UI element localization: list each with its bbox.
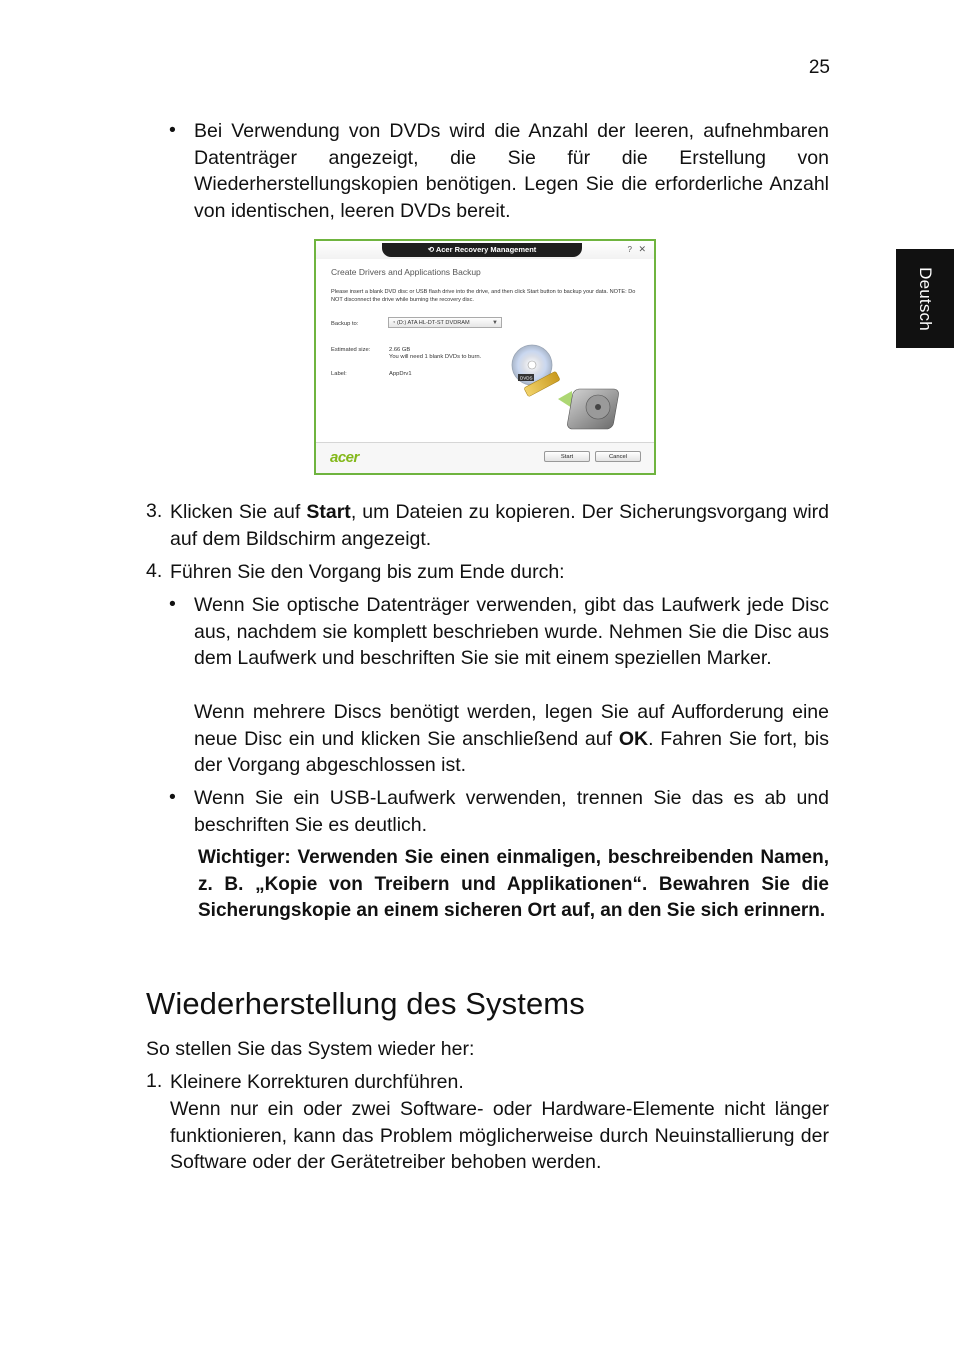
acer-logo: acer [330, 449, 359, 466]
step-number: 3. [146, 500, 163, 522]
intro-bullet-text: Bei Verwendung von DVDs wird die Anzahl der leeren, aufnehmbaren Datenträger angezeigt, die Sie für die Erstellung von Wiederherstellungskopien benötigen. Legen Sie die erforderliche Anzahl von identischen, leeren DVDs bereit. [194, 120, 829, 223]
step-number: 1. [146, 1070, 163, 1092]
close-icon[interactable]: ✕ [638, 244, 646, 254]
step3-bold: Start [306, 501, 351, 523]
chevron-down-icon: ▼ [492, 320, 498, 326]
dialog-title [382, 243, 582, 257]
label-label: Label: [331, 371, 347, 377]
help-icon[interactable]: ? [627, 245, 632, 254]
start-button[interactable]: Start [544, 451, 590, 462]
dialog-heading: Create Drivers and Applications Backup [331, 267, 481, 277]
recovery-icon: ⟲ [427, 245, 436, 254]
estimated-size-label: Estimated size: [331, 347, 371, 353]
bullet-marker: • [169, 593, 176, 615]
step4-text: Führen Sie den Vorgang bis zum Ende durch: [170, 561, 565, 583]
estimated-size-value: 2.66 GB [389, 347, 411, 353]
backup-drive-value: (D:) ATA HL-DT-ST DVDRAM [396, 320, 470, 326]
important-note: Wichtiger: Verwenden Sie einen einmaligen, beschreibenden Namen, z. B. „Kopie von Treibern und Applikationen“. Bewahren Sie die Sicherungskopie an einem sicheren Ort auf, an den Sie sich erinnern. [198, 847, 829, 921]
optical-text2-before: Wenn mehrere Discs benötigt werden, legen Sie auf Aufforderung eine neue Disc ein und klicken Sie anschließend auf [194, 701, 829, 750]
recovery-dialog-screenshot [314, 239, 656, 475]
section-intro: So stellen Sie das System wieder her: [146, 1038, 475, 1060]
optical-text2-after: . Fahren Sie fort, bis der Vorgang abgeschlossen ist. [194, 727, 829, 777]
step3-after: , um Dateien zu kopieren. Der Sicherungsvorgang wird auf dem Bildschirm angezeigt. [170, 501, 830, 550]
section-heading: Wiederherstellung des Systems [146, 986, 585, 1021]
step-number: 4. [146, 560, 163, 582]
backup-illustration [510, 341, 640, 436]
cancel-button[interactable]: Cancel [595, 451, 641, 462]
usb-bullet-text: Wenn Sie ein USB-Laufwerk verwenden, trennen Sie das es ab und beschriften Sie es deutlich. [194, 787, 829, 836]
bullet-marker: • [169, 786, 176, 808]
dialog-footer [316, 442, 654, 473]
label-value: AppDrv1 [389, 371, 412, 377]
section-step1-title: Kleinere Korrekturen durchführen. [170, 1071, 464, 1093]
step3-before: Klicken Sie auf [170, 501, 301, 523]
language-side-tab [896, 249, 954, 348]
optical-bullet-text-2 [194, 699, 829, 779]
dvd-badge: DVDS [520, 375, 533, 381]
step3-text [170, 499, 829, 552]
drive-icon: ◔ [392, 320, 397, 326]
section-step1-text: Wenn nur ein oder zwei Software- oder Hardware-Elemente nicht länger funktionieren, kann das Problem möglicherweise durch Neuinstallierung der Software oder der Gerätetreiber behoben werden. [170, 1098, 829, 1174]
dialog-instructions: Please insert a blank DVD disc or USB flash drive into the drive, and then click Start button to backup your data. NOTE: Do NOT disconnect the drive while burning the recovery disc. [331, 289, 636, 303]
ok-bold: OK [618, 727, 649, 750]
page-number: 25 [808, 57, 830, 78]
dialog-titlebar [316, 241, 654, 259]
backup-drive-select[interactable] [388, 317, 502, 328]
bullet-marker: • [169, 119, 176, 141]
optical-bullet-text: Wenn Sie optische Datenträger verwenden, gibt das Laufwerk jede Disc aus, nachdem sie komplett beschrieben wurde. Nehmen Sie die Disc aus dem Laufwerk und beschriften Sie sie mit einem speziellen Marker. [194, 594, 829, 670]
dialog-title-text: Acer Recovery Management [435, 245, 537, 254]
side-tab-label: Deutsch [916, 266, 935, 331]
backup-to-label: Backup to: [331, 321, 359, 327]
dvd-count-note: You will need 1 blank DVDs to burn. [389, 354, 482, 360]
